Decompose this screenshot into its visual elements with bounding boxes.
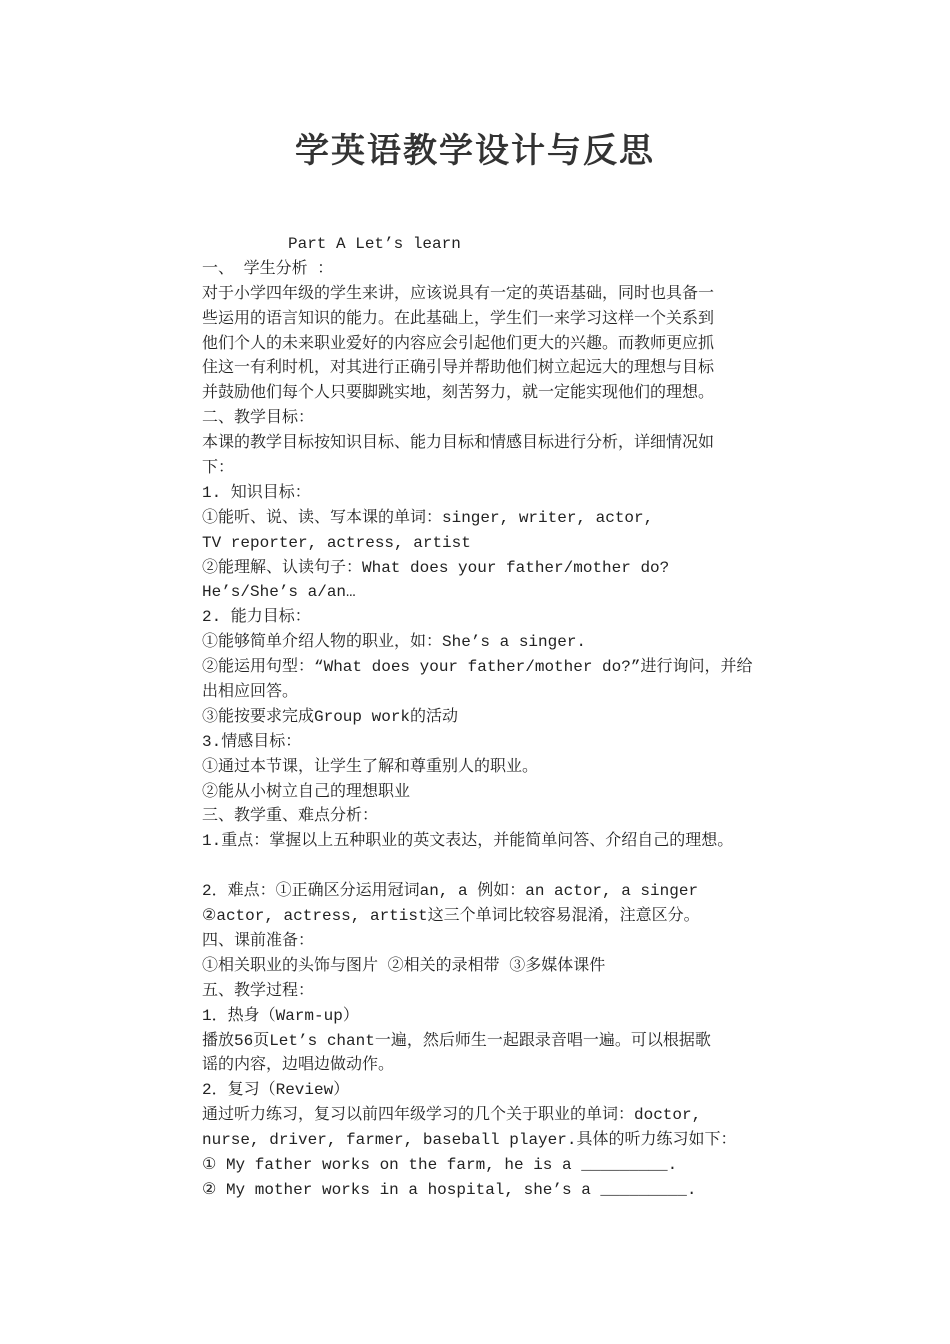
document-body: [202, 232, 814, 1203]
list-item: ③能按要求完成Group work的活动: [202, 707, 459, 726]
section-heading-key-points: 三、教学重、难点分析：: [202, 807, 379, 826]
paragraph-line: 对于小学四年级的学生来讲，应该说具有一定的英语基础，同时也具备一: [202, 284, 715, 303]
subheading-ability-goals: 2. 能力目标：: [202, 608, 311, 627]
paragraph-line: 通过听力练习，复习以前四年级学习的几个关于职业的单词：doctor,: [202, 1106, 702, 1125]
section-heading-part-a: Part A Let’s learn: [288, 235, 461, 253]
paragraph-line: 谣的内容，边唱边做动作。: [202, 1056, 395, 1075]
subheading-review: 2．复习（Review）: [202, 1081, 350, 1100]
list-item: ①通过本节课，让学生了解和尊重别人的职业。: [202, 757, 539, 776]
paragraph-line: 下：: [202, 459, 235, 478]
paragraph-line: ②actor, actress, artist这三个单词比较容易混淆，注意区分。: [202, 907, 700, 926]
paragraph-line: 些运用的语言知识的能力。在此基础上，学生们一来学习这样一个关系到: [202, 309, 715, 328]
section-heading-teaching-process: 五、教学过程：: [202, 981, 315, 1000]
list-item-continuation: He’s/She’s a/an…: [202, 583, 356, 602]
list-item-continuation: TV reporter, actress, artist: [202, 533, 471, 552]
paragraph-line: 1.重点：掌握以上五种职业的英文表达，并能简单问答、介绍自己的理想。: [202, 832, 734, 851]
list-item: ②能从小树立自己的理想职业: [202, 782, 411, 801]
list-item: ②能理解、认读句子：What does your father/mother do?: [202, 558, 670, 577]
section-heading-teaching-goals: 二、教学目标：: [202, 409, 315, 428]
section-heading-student-analysis: 一、 学生分析 ：: [202, 259, 334, 278]
paragraph-line: 并鼓励他们每个人只要脚跳实地，刻苦努力，就一定能实现他们的理想。: [202, 384, 715, 403]
subheading-warm-up: 1．热身（Warm-up）: [202, 1006, 359, 1025]
list-item: ①能听、说、读、写本课的单词：singer, writer, actor,: [202, 508, 654, 527]
subheading-knowledge-goals: 1. 知识目标：: [202, 483, 311, 502]
list-item: ①能够简单介绍人物的职业，如：She’s a singer.: [202, 633, 587, 652]
paragraph-line: 本课的教学目标按知识目标、能力目标和情感目标进行分析，详细情况如: [202, 434, 715, 453]
paragraph-line: 住这一有利时机，对其进行正确引导并帮助他们树立起远大的理想与目标: [202, 359, 715, 378]
document-title: 学英语教学设计与反思: [295, 131, 655, 171]
paragraph-line: nurse, driver, farmer, baseball player.具体的听力练习如下：: [202, 1131, 737, 1150]
paragraph-line: 2．难点：①正确区分运用冠词an, a 例如：an actor, a singer: [202, 882, 699, 901]
blank-line: [202, 854, 814, 879]
paragraph-line: ①相关职业的头饰与图片 ②相关的录相带 ③多媒体课件: [202, 956, 606, 975]
exercise-item: ② My mother works in a hospital, she’s a _________.: [202, 1180, 697, 1199]
list-item-continuation: 出相应回答。: [202, 683, 299, 702]
section-heading-preparation: 四、课前准备：: [202, 931, 315, 950]
paragraph-line: 播放56页Let’s chant一遍，然后师生一起跟录音唱一遍。可以根据歌: [202, 1031, 711, 1050]
exercise-item: ① My father works on the farm, he is a _________.: [202, 1155, 678, 1174]
subheading-emotional-goals: 3.情感目标：: [202, 732, 302, 751]
list-item: ②能运用句型：“What does your father/mother do?”进行询问，并给: [202, 658, 753, 677]
paragraph-line: 他们个人的未来职业爱好的内容应会引起他们更大的兴趣。而教师更应抓: [202, 334, 715, 353]
